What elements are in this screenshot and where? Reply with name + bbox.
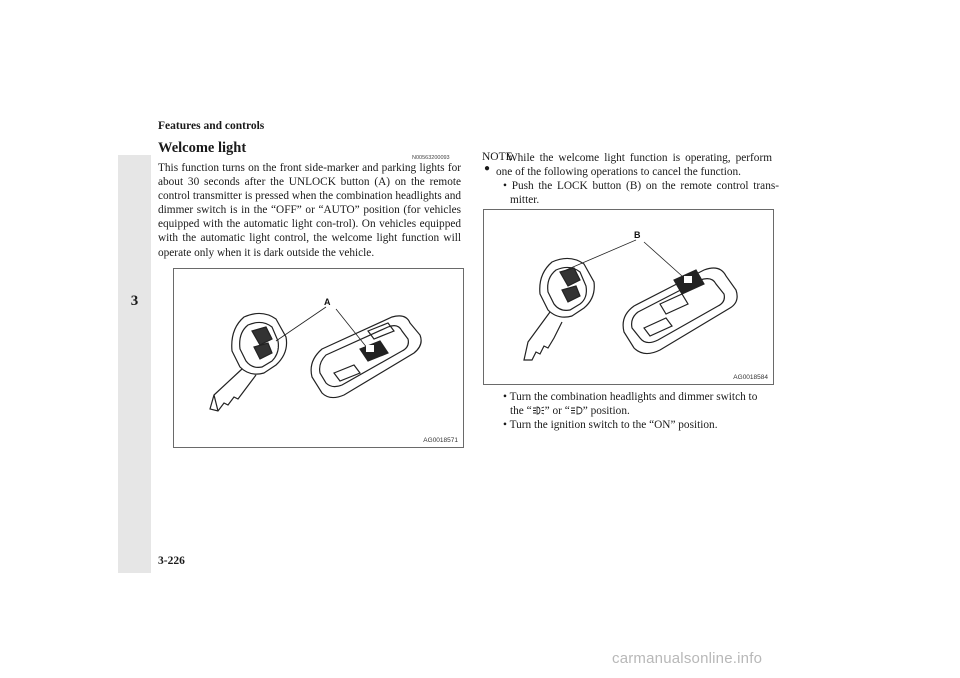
watermark: carmanualsonline.info: [612, 650, 763, 667]
note-item-headlight-switch: • Turn the combination headlights and dimmer switch to the “ ” or “ ” position.: [503, 391, 758, 417]
note-item-lock: • Push the LOCK button (B) on the remote control trans-mitter.: [503, 180, 779, 206]
note-label: NOTE: [482, 151, 513, 163]
figure-code: AG0018584: [733, 374, 768, 381]
reference-code: N00563200093: [412, 155, 450, 161]
note-item-ignition: • Turn the ignition switch to the “ON” position.: [503, 419, 718, 431]
chapter-number: 3: [130, 293, 139, 309]
parking-light-icon: [532, 406, 545, 415]
headlight-icon: [570, 406, 583, 415]
callout-a: A: [324, 297, 331, 307]
note-text: While the welcome light function is operating, perform one of the following operations to cancel the function.: [496, 152, 772, 178]
key-remote-illustration: [174, 269, 463, 447]
chapter-tab: [118, 155, 151, 573]
page-number: 3-226: [158, 555, 185, 567]
body-paragraph: This function turns on the front side-marker and parking lights for about 30 seconds after the UNLOCK button (A) on the remote control transmitter is pressed when the combination headlights and dimmer switch is in the “OFF” or “AUTO” position (for vehicles equipped with the automatic light con-trol). On vehicles equipped with the automatic light control, the welcome light function will operate only when it is dark outside the vehicle.: [158, 162, 461, 259]
figure-unlock-button: [173, 268, 464, 448]
section-header: Features and controls: [158, 120, 265, 132]
figure-lock-button: [483, 209, 774, 385]
section-title: Welcome light: [158, 140, 247, 156]
key-remote-illustration: [484, 210, 773, 384]
callout-b: B: [634, 230, 641, 240]
bullet-icon: ●: [484, 163, 491, 174]
figure-code: AG0018571: [423, 437, 458, 444]
